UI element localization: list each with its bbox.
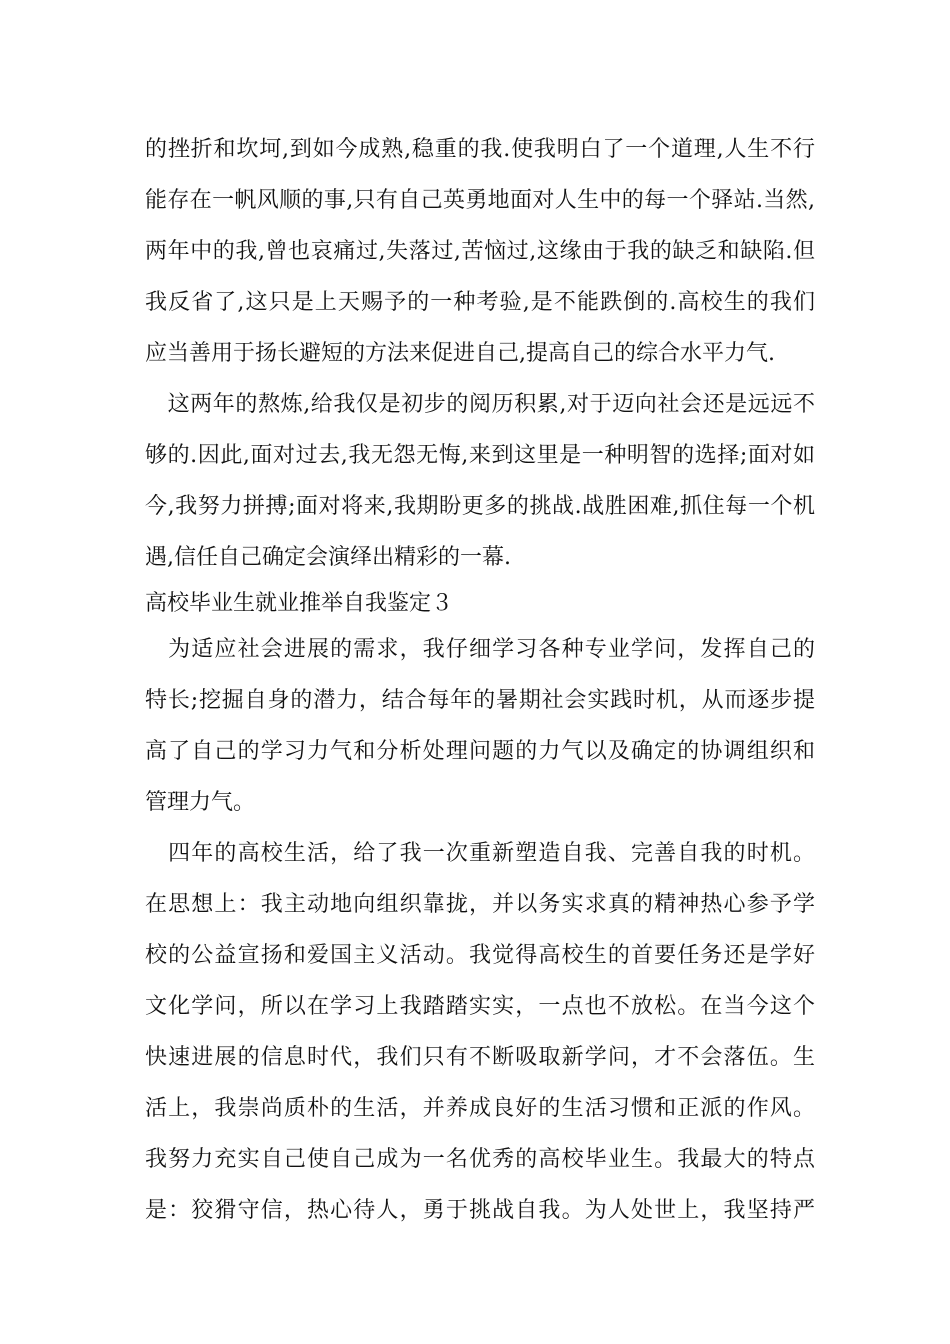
body-text-line: 为适应社会进展的需求，我仔细学习各种专业学问，发挥自己的 [145, 637, 815, 662]
body-text-line: 管理力气。 [145, 790, 256, 815]
body-text-line: 这两年的熬炼,给我仅是初步的阅历积累,对于迈向社会还是远远不 [145, 392, 815, 417]
body-text-line: 两年中的我,曾也哀痛过,失落过,苦恼过,这缘由于我的缺乏和缺陷.但 [145, 239, 815, 264]
body-text-line: 是：狡猾守信，热心待人，勇于挑战自我。为人处世上，我坚持严 [145, 1198, 815, 1223]
body-text-line: 我反省了,这只是上天赐予的一种考验,是不能跌倒的.高校生的我们 [145, 290, 815, 315]
body-text-line: 校的公益宣扬和爱国主义活动。我觉得高校生的首要任务还是学好 [145, 943, 815, 968]
body-text-line: 遇,信任自己确定会演绎出精彩的一幕. [145, 545, 511, 570]
body-text-line: 文化学问，所以在学习上我踏踏实实，一点也不放松。在当今这个 [145, 994, 815, 1019]
section-heading: 高校毕业生就业推举自我鉴定３ [145, 591, 454, 616]
body-text-line: 快速进展的信息时代，我们只有不断吸取新学问，才不会落伍。生 [145, 1045, 815, 1070]
body-text-line: 四年的高校生活，给了我一次重新塑造自我、完善自我的时机。 [145, 841, 815, 866]
body-text-line: 够的.因此,面对过去,我无怨无悔,来到这里是一种明智的选择;面对如 [145, 443, 815, 468]
body-text-line: 今,我努力拼搏;面对将来,我期盼更多的挑战.战胜困难,抓住每一个机 [145, 494, 815, 519]
body-text-line: 应当善用于扬长避短的方法来促进自己,提高自己的综合水平力气. [145, 341, 775, 366]
body-text-line: 能存在一帆风顺的事,只有自己英勇地面对人生中的每一个驿站.当然, [145, 188, 815, 213]
body-text-line: 高了自己的学习力气和分析处理问题的力气以及确定的协调组织和 [145, 739, 815, 764]
body-text-line: 在思想上：我主动地向组织靠拢，并以务实求真的精神热心参予学 [145, 892, 815, 917]
body-text-line: 的挫折和坎坷,到如今成熟,稳重的我.使我明白了一个道理,人生不行 [145, 137, 815, 162]
body-text-line: 活上，我崇尚质朴的生活，并养成良好的生活习惯和正派的作风。 [145, 1096, 815, 1121]
body-text-line: 我努力充实自己使自己成为一名优秀的高校毕业生。我最大的特点 [145, 1147, 815, 1172]
body-text-line: 特长;挖掘自身的潜力，结合每年的暑期社会实践时机，从而逐步提 [145, 688, 815, 713]
